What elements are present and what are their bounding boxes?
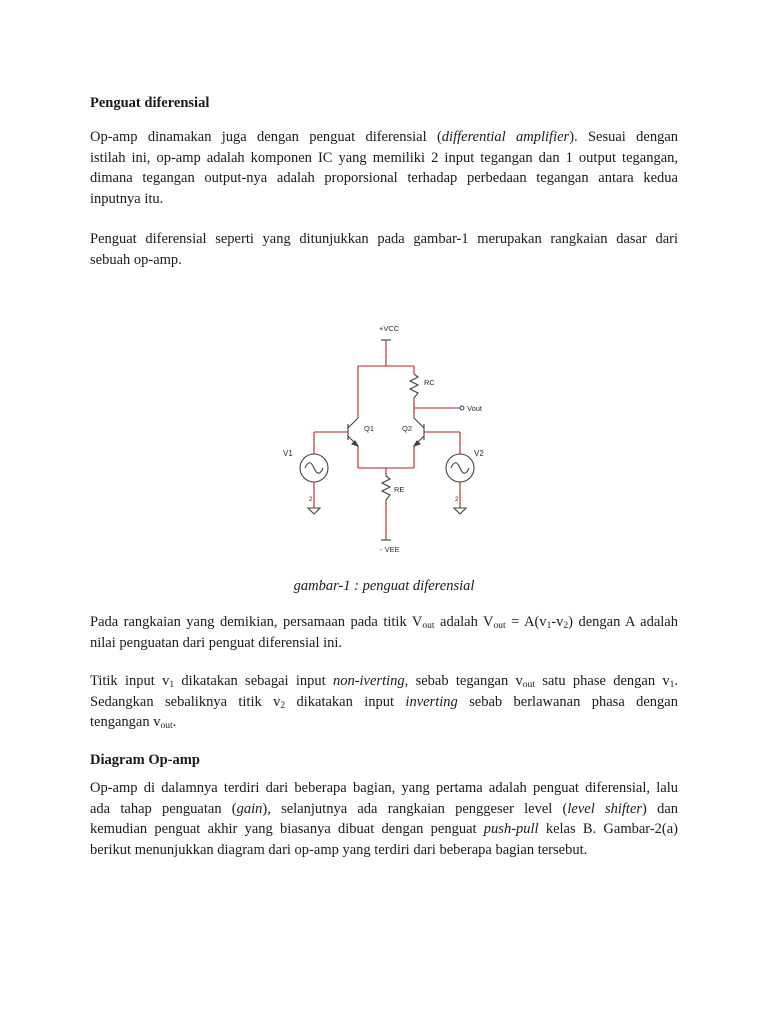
heading-diagram-op-amp: Diagram Op-amp [90, 752, 200, 768]
text-run: sebab berlawanan phasa dengan [457, 693, 678, 710]
text-run: tengangan v [90, 714, 161, 730]
text-run-italic: inverting [405, 693, 458, 710]
text-run: = A(v [505, 614, 547, 630]
paragraph-intro [90, 127, 678, 209]
text-run: , sebab tegangan v [404, 673, 523, 689]
paragraph-vout-equation [90, 612, 678, 653]
subscript: 2 [280, 700, 286, 711]
circuit-wires [314, 340, 460, 540]
label-v2: V2 [474, 449, 484, 458]
q1-transistor [348, 418, 358, 446]
v2-sine-source-icon [446, 454, 474, 482]
text-line [90, 671, 678, 692]
label-q2: Q2 [402, 424, 413, 433]
text-line: berikut menunjukkan diagram dari op-amp yang terdiri dari beberapa bagian tersebut. [90, 841, 588, 858]
subscript: 1 [546, 621, 552, 631]
heading-penguat-diferensial: Penguat diferensial [90, 95, 210, 111]
text-run: ) dengan A adalah [568, 614, 678, 630]
text-run-italic: non-iverting [332, 673, 405, 689]
text-run: . [674, 673, 678, 689]
subscript: 1 [169, 680, 175, 690]
text-line: inputnya itu. [90, 190, 164, 207]
text-line: istilah ini, op-amp adalah komponen IC yang memiliki 2 input tegangan dan 1 output tegangan, [90, 149, 678, 166]
label-vout: Vout [467, 404, 483, 413]
text-run: ada tahap penguatan ( [90, 800, 237, 817]
text-line [90, 712, 678, 733]
subscript: out [493, 621, 506, 631]
subscript: out [422, 621, 435, 631]
text-line: sebuah op-amp. [90, 251, 182, 268]
subscript: out [160, 721, 173, 731]
ground-icon [308, 508, 320, 514]
label-q1: Q1 [364, 424, 375, 433]
text-run-italic: level shifter [567, 800, 643, 817]
text-run: adalah V [434, 614, 494, 630]
text-run: kelas B. Gambar-2(a) [538, 821, 678, 837]
text-line: Penguat diferensial seperti yang ditunjukkan pada gambar-1 merupakan rangkaian dasar dari [90, 231, 678, 247]
text-line [90, 799, 678, 820]
label-vcc: +VCC [379, 324, 400, 333]
text-line: Op-amp di dalamnya terdiri dari beberapa bagian, yang pertama adalah penguat diferensial, lalu [90, 780, 678, 796]
differential-amplifier-schematic [280, 318, 500, 564]
paragraph-input-phase [90, 671, 678, 733]
text-run: kemudian penguat akhir yang biasanya dibuat dengan penguat [90, 821, 484, 837]
vout-terminal [460, 406, 464, 410]
text-run: Pada rangkaian yang demikian, persamaan pada titik V [90, 614, 423, 630]
re-resistor [382, 476, 390, 500]
subscript: out [522, 680, 535, 690]
label-v2-node: 2 [455, 497, 459, 503]
text-run: ), selanjutnya ada rangkaian penggeser level ( [262, 800, 568, 817]
text-line [90, 127, 678, 148]
label-rc: RC [424, 378, 435, 387]
label-v1: V1 [283, 449, 293, 458]
text-run-italic: gain [236, 800, 263, 817]
ground-icon [454, 508, 466, 514]
text-run-italic: push-pull [483, 821, 539, 837]
text-line [90, 819, 678, 840]
paragraph-op-amp-stages [90, 778, 678, 860]
label-v1-node: 2 [309, 497, 313, 503]
v1-sine-source-icon [300, 454, 328, 482]
text-line: dimana tegangan output-nya adalah proporsional terhadap perbedaan tegangan antara kedua [90, 170, 678, 186]
text-run: Sedangkan sebaliknya titik v [90, 693, 281, 710]
text-run: dikatakan input [285, 693, 406, 710]
rc-resistor [410, 374, 418, 398]
text-run: . [172, 714, 177, 730]
text-line: nilai penguatan dari penguat diferensial ini. [90, 634, 343, 651]
text-run: Op-amp dinamakan juga dengan penguat diferensial ( [90, 129, 442, 145]
label-vee: - VEE [380, 545, 400, 554]
text-run: ) dan [642, 800, 679, 817]
label-re: RE [394, 485, 405, 494]
q2-transistor [414, 418, 424, 446]
text-run: Titik input v [90, 673, 170, 689]
figure-caption: gambar-1 : penguat diferensial [293, 578, 475, 594]
text-line [90, 692, 678, 713]
text-run: dikatakan sebagai input [174, 673, 333, 689]
subscript: 2 [563, 621, 569, 631]
text-run: satu phase dengan v [534, 673, 670, 689]
subscript: 1 [669, 680, 675, 690]
text-line [90, 612, 678, 633]
circuit-diagram [280, 318, 500, 564]
text-run: ). Sesuai dengan [569, 129, 679, 145]
text-run-italic: differential amplifier [441, 129, 570, 145]
paragraph-figure-reference [90, 229, 678, 270]
text-run: -v [551, 614, 564, 630]
